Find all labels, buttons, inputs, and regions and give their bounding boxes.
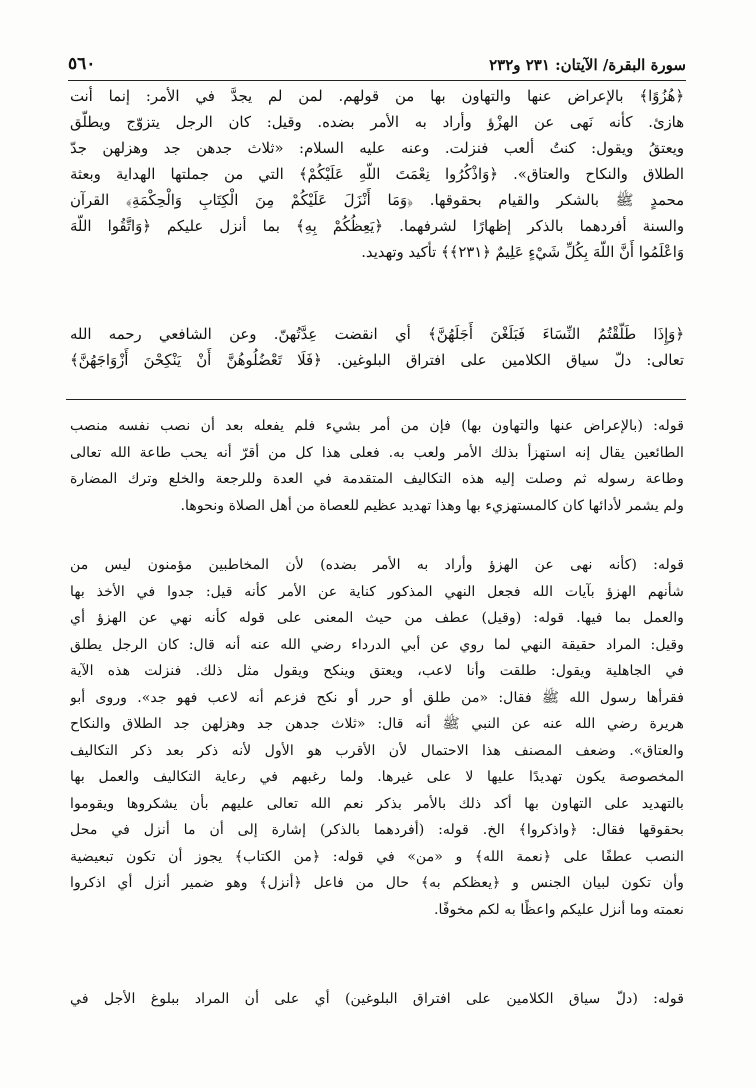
commentary-line: الطائعين يقال إنه استهزأ بذلك الأمر ولعب به. فعلى هذا كل من أقرّ أنه يحب طاعة الله تعالى (70, 444, 684, 461)
main-text-line: تعالى: دلّ سياق الكلامين على افتراق البلوغين. ﴿فَلَا تَعْضُلُوهُنَّ أَنْ يَنْكِحْنَ أَزْوَاجَهُنَّ﴾ (70, 352, 684, 369)
commentary-line: وطاعة رسوله ثم وصلت إليه هذه التكاليف المتقدمة في العدة وللرجعة والخلع وترك المضارة (70, 471, 684, 487)
commentary-line: بحقوقها فقال: ﴿واذكروا﴾ الخ. قوله: (أفردهما بالذكر) إشارة إلى أن ما أنزل في محل (70, 822, 684, 838)
main-text-line: هازئ. كأنه نَهى عن الهزْؤ وأراد به الأمر بضده. وقيل: كان الرجل يتزوّج ويطلّق (70, 114, 684, 131)
commentary-line: ولم يشمر لأدائها كان كالمستهزيء بها وهذا تهديد عظيم للعصاة من أهل الصلاة ونحوها. (180, 497, 684, 514)
commentary-line: النصب عطفًا على ﴿نعمة الله﴾ و «من» في قوله: ﴿من الكتاب﴾ يجوز أن تكون تبعيضية (70, 848, 684, 865)
commentary-line: بالتهديد على التهاون بها أكد ذلك بالأمر بذكر نعم الله تعالى عليهم بأن يشكروها ويقوموا (70, 795, 684, 812)
main-text (70, 84, 684, 266)
commentary-line: المخصوصة يكون تهديدًا عليها لا على غيرها. ولما رغبهم في رعاية التكاليف والعمل بها (70, 769, 684, 785)
commentary-line: قوله: (دلّ سياق الكلامين على افتراق البلوغين) أي على أن المراد ببلوغ الأجل في (70, 991, 684, 1007)
commentary-line: فقرأها رسول الله ﷺ فقال: «من طلق أو حرر أو نكح فزعم أنه لاعب فهو جد». وروى أبو (70, 689, 684, 706)
running-title: سورة البقرة/ الآيتان: ٢٣١ و٢٣٢ (489, 56, 686, 74)
commentary-line: والعتاق». وضعف المصنف هذا الاحتمال لأن الأقرب هو الأول لأنه ذكر بعد ذكر التكاليف (70, 742, 684, 759)
main-text-line: ﴿وَإِذَا طَلَّقْتُمُ النِّسَاءَ فَبَلَغْنَ أَجَلَهُنَّ﴾ أي انقضت عِدَّتُهنّ. وعن الشافعي رحمه الله (70, 326, 684, 343)
main-text-line: ويعتقُ ويقول: كنتُ ألعب فنزلت. وعنه عليه السلام: «ثلاث جدهن جد وهزلهن جدّ (70, 140, 684, 157)
commentary-line: في الجاهلية ويقول: طلقت وأنا لاعب، ويعتق وينكح ويقول مثل ذلك. فنزلت هذه الآية (70, 663, 684, 679)
commentary-paragraph-3 (70, 986, 684, 1013)
commentary-line: شأنهم الهزؤ بآيات الله فجعل النهي المذكور كناية عن الأمر كأنه قيل: جدوا في الأخذ بها (70, 583, 684, 600)
commentary-line: هريرة رضي الله عنه عن النبي ﷺ أنه قال: «ثلاث جدهن جد وهزلهن جد الطلاق والنكاح (70, 716, 684, 732)
commentary-line: نعمته وما أنزل عليكم واعظًا به لكم مخوفًا. (433, 901, 684, 918)
main-text-paragraph-2 (70, 322, 684, 374)
page-number: ٥٦٠ (68, 54, 96, 74)
main-text-line: محمدٍ ﷺ بالشكر والقيام بحقوقها. ﴿وَمَا أَنْزَلَ عَلَيْكُمْ مِنَ الْكِتَابِ وَالْحِكْمَةِ﴾ القرآن (70, 192, 684, 209)
main-text-line: وَاعْلَمُوا أَنَّ اللَّهَ بِكُلِّ شَيْءٍ عَلِيمٌ ﴿٢٣١﴾﴾ تأكيد وتهديد. (361, 244, 684, 261)
commentary-line: وقيل: المراد حقيقة النهي لما روي عن أبي الدرداء رضي الله عنه أنه قال: كان الرجل يطلق (70, 636, 684, 653)
main-text-line: الطلاق والنكاح والعتاق». ﴿وَاذْكُرُوا نِعْمَتَ اللَّهِ عَلَيْكُمْ﴾ التي من جملتها الهداية وبعثة (70, 166, 684, 183)
main-text-line: ﴿هُزُوًا﴾ بالإعراض عنها والتهاون بها من قولهم. لمن لم يجدَّ في الأمر: إنما أنت (70, 88, 684, 105)
footnote-divider (66, 399, 686, 400)
commentary-line: قوله: (بالإعراض عنها والتهاون بها) فإن من أمر بشيء فلم يفعله بعد أن نصب نفسه منصب (70, 418, 684, 434)
main-text-line: والسنة أفردهما بالذكر إظهارًا لشرفهما. ﴿يَعِظُكُمْ بِهِ﴾ بما أنزل عليكم ﴿وَاتَّقُوا اللَّهَ (70, 218, 684, 235)
commentary-paragraph-1 (70, 413, 684, 519)
commentary-line: قوله: (كأنه نهى عن الهزؤ وأراد به الأمر بضده) لأن المخاطبين مؤمنون ليس من (70, 557, 684, 573)
page-header (68, 44, 686, 81)
commentary-line: وأن تكون لبيان الجنس و ﴿يعظكم به﴾ حال من فاعل ﴿أنزل﴾ وهو ضمير أنزل أي اذكروا (70, 875, 684, 891)
commentary-paragraph-2 (70, 552, 684, 923)
commentary-line: والعمل بما فيها. قوله: (وقيل) عطف من حيث المعنى على قوله كأنه نهي عن الهزؤ أي (70, 610, 684, 626)
